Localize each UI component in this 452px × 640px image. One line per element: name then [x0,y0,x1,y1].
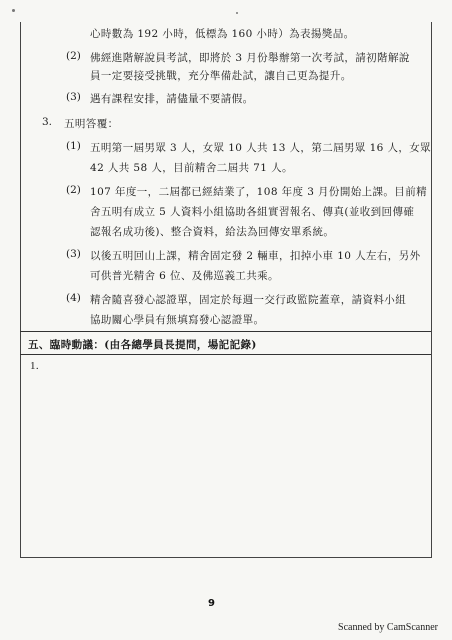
item-number: (1) [66,140,81,152]
section-divider [20,331,431,332]
scan-speck [12,9,15,12]
motion-item-number: 1. [30,360,40,372]
body-text-line: 協助關心學員有無填寫發心認證單。 [90,314,265,326]
body-text-line: 可供普光精舍 6 位、及佛巡義工共乘。 [90,270,279,282]
body-text-line: 遇有課程安排，請儘量不要請假。 [90,93,254,105]
item-number: (4) [66,292,81,304]
section-number: 3. [42,116,53,128]
body-text-line: 以後五明回山上課，精舍固定發 2 輛車，扣掉小車 10 人左右，另外 [90,250,421,262]
body-text-line: 員一定要接受挑戰，充分準備赴試，讓自己更為提升。 [90,70,352,82]
scan-speck [236,12,238,14]
item-number: (2) [66,184,81,196]
body-text-line: 舍五明有成立 5 人資料小組協助各組實習報名、傳真(並收到回傳確 [90,206,415,218]
item-number: (3) [66,91,81,103]
page-number: 9 [208,598,215,609]
body-text-line: 五明第一屆男眾 3 人，女眾 10 人共 13 人，第二屆男眾 16 人，女眾 [90,142,432,154]
body-text-line: 精舍隨喜發心認證單，固定於每週一交行政監院蓋章，請資料小組 [90,294,407,306]
item-number: (2) [66,50,81,62]
section-title: 五明答覆： [64,118,119,130]
body-text-line: 認報名成功後)、整合資料，給法為回傳安單系統。 [90,226,335,238]
body-text-line: 佛經進階解說員考試，即將於 3 月份舉辦第一次考試，請初階解說 [90,52,410,64]
body-text-line: 心時數為 192 小時，低標為 160 小時）為表揚獎品。 [90,28,355,40]
item-number: (3) [66,248,81,260]
body-text-line: 42 人共 58 人，目前精舍二屆共 71 人。 [90,162,293,174]
scanner-watermark: Scanned by CamScanner [338,622,438,633]
section-heading: 五、臨時動議：(由各總學員長提問，場記記錄) [28,339,257,351]
section-divider [20,354,431,355]
body-text-line: 107 年度一，二屆都已經結業了，108 年度 3 月份開始上課。目前精 [90,186,428,198]
